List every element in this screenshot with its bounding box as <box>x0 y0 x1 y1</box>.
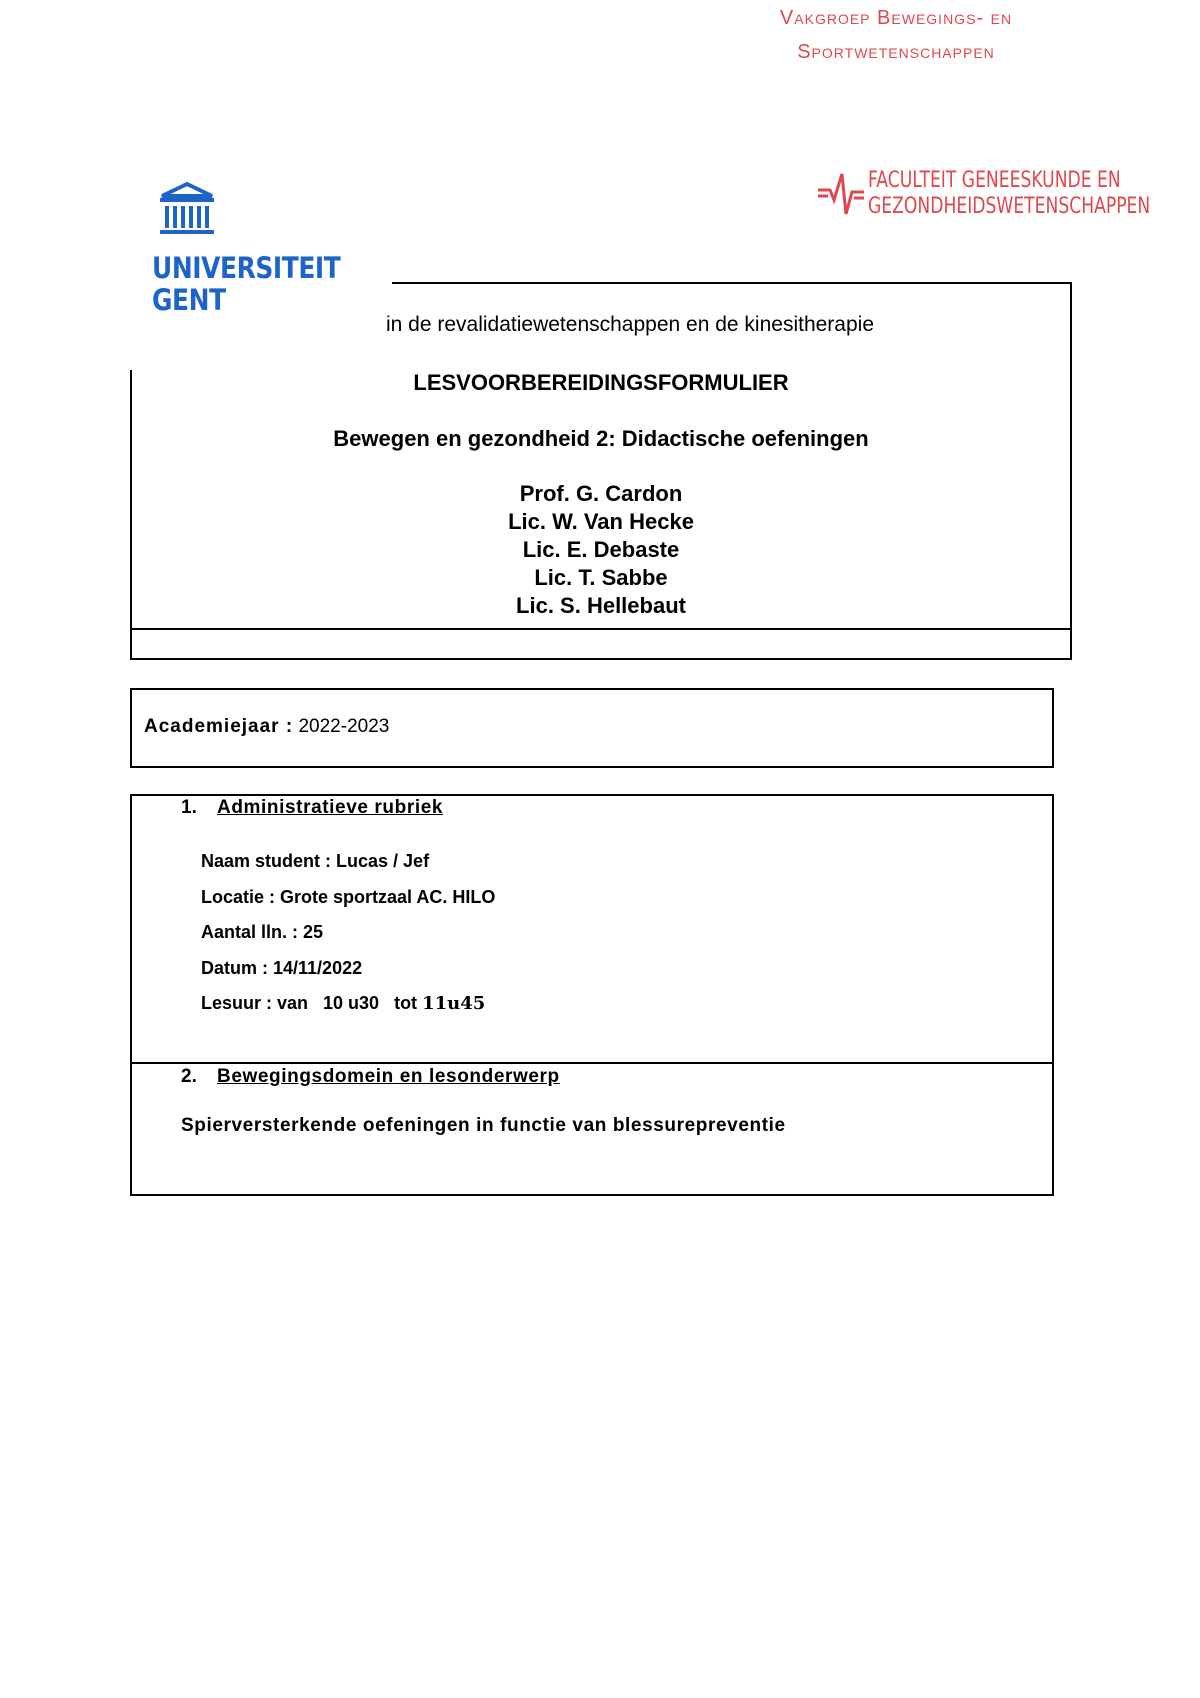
academic-year <box>144 716 389 738</box>
location-field: Locatie : Grote sportzaal AC. HILO <box>201 886 496 907</box>
staff-member: Lic. T. Sabbe <box>534 565 668 590</box>
academic-year-label: Academiejaar : <box>144 716 294 737</box>
header-box-top-border <box>392 282 1072 284</box>
header-box-divider <box>130 628 1072 630</box>
student-count-field: Aantal lln. : 25 <box>201 922 324 942</box>
section-2-heading <box>181 1066 560 1088</box>
section-2-title: Bewegingsdomein en lesonderwerp <box>217 1066 560 1087</box>
staff-member: Lic. W. Van Hecke <box>508 509 694 534</box>
program-subtitle: in de revalidatiewetenschappen en de kinesitherapie <box>386 313 875 336</box>
ugent-logo <box>148 182 341 322</box>
lesson-hour-prefix: Lesuur : van 10 u30 tot <box>201 993 423 1013</box>
staff-member: Lic. E. Debaste <box>522 537 680 562</box>
heartbeat-icon <box>816 170 866 220</box>
department-line-2: Sportwetenschappen <box>797 41 995 63</box>
lesson-hour-end: 11u45 <box>422 993 486 1014</box>
academic-year-value: 2022-2023 <box>298 716 390 737</box>
sections-divider <box>130 1062 1054 1064</box>
ugent-logo-text: UNIVERSITEIT GENT <box>152 251 341 317</box>
header-box-right-border <box>1070 282 1072 660</box>
faculty-logo <box>816 166 1176 226</box>
section-1-title: Administratieve rubriek <box>217 797 444 818</box>
section-1-heading <box>181 797 443 819</box>
course-title: Bewegen en gezondheid 2: Didactische oefeningen <box>333 426 869 451</box>
form-title: LESVOORBEREIDINGSFORMULIER <box>413 370 789 395</box>
university-building-icon <box>156 182 218 242</box>
lesson-hour-field <box>201 986 495 1022</box>
student-name-field: Naam student : Lucas / Jef <box>201 851 430 871</box>
date-field: Datum : 14/11/2022 <box>201 957 363 978</box>
section-1-number: 1. <box>181 797 197 818</box>
department-line-1: Vakgroep Bewegings- en <box>779 7 1013 29</box>
lesson-topic: Spierversterkende oefeningen in functie van blessurepreventie <box>181 1115 786 1136</box>
administrative-fields <box>201 844 495 1022</box>
section-2-number: 2. <box>181 1066 197 1087</box>
staff-member: Lic. S. Hellebaut <box>516 593 686 618</box>
staff-member: Prof. G. Cardon <box>519 481 683 506</box>
faculty-logo-text: FACULTEIT GENEESKUNDE EN GEZONDHEIDSWETENSCHAPPEN <box>868 168 1151 219</box>
staff-list <box>132 480 1070 620</box>
header-box-bottom-border <box>130 658 1072 660</box>
